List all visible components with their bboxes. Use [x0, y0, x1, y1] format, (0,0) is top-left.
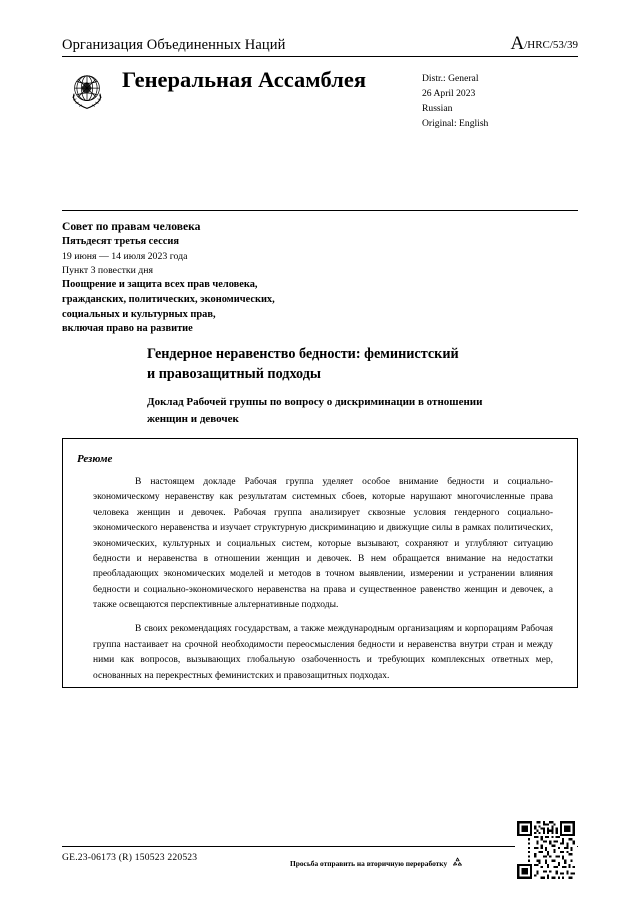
page-subtitle-line-1: Доклад Рабочей группы по вопросу о дискриминации в отношении: [147, 396, 483, 408]
masthead: [62, 33, 578, 129]
summary-paragraph: В своих рекомендациях государствам, а также международным организациям и корпорациям Рабочая группа настаивает на срочной необходимости переосмысления бедности и неравенства внутри стран и между ними как вопросов, вызывающих глобальную озабоченность и требующих комплексных ответных мер, основанных на перекрестных феминистских и правозащитных подходах.: [93, 624, 553, 681]
page-subtitle-line-2: женщин и девочек: [147, 412, 239, 425]
page-subtitle: [147, 394, 577, 427]
distr-language: Russian: [422, 102, 453, 114]
masthead-bottom-rule: [62, 210, 578, 211]
page-title-line-2: и правозащитный подходы: [147, 366, 321, 383]
summary-paragraph: В настоящем докладе Рабочая группа уделяет особое внимание бедности и социально-экономическому неравенству как результатам системных сбоев, которые нарушают многочисленные права человека женщин и девочек. Рабочая группа анализирует сквозные условия гендерного социально-экономического неравенства и изучает структурную дискриминацию и движущие силы в рамках политических, экономических, культурных и социальных систем, которые вызывают, сохраняют и углубляют ситуацию бедности и неравенства в отношении женщин и девочек. В нем обращается внимание на недостатки преобладающих экономических моделей и методов в точном выявлении, измерении и устранении влияния бедности и социально-экономического неравенства на права и существенное равенство женщин и девочек, а также освещаются перспективные альтернативные подходы.: [93, 477, 553, 610]
document-symbol-prefix: A: [510, 33, 525, 54]
agenda-title-line-4: включая право на развитие: [62, 323, 193, 335]
recycle-icon: [451, 856, 464, 871]
recycle-note: [290, 856, 464, 871]
agenda-title-line-3: социальных и культурных прав,: [62, 308, 216, 320]
summary-label: Резюме: [77, 453, 113, 465]
distribution-block: [422, 72, 488, 131]
council-name: Совет по правам человека: [62, 220, 201, 233]
session-block: [62, 218, 422, 337]
distr-date: 26 April 2023: [422, 87, 476, 99]
document-code: GE.23-06173 (R) 150523 220523: [62, 852, 198, 863]
session-dates: 19 июня — 14 июля 2023 года: [62, 251, 188, 263]
summary-text: [93, 475, 553, 693]
distr-line: Distr.: General: [422, 73, 479, 84]
agenda-title-line-1: Поощрение и защита всех прав человека,: [62, 278, 258, 290]
agenda-item: Пункт 3 повестки дня: [62, 265, 154, 277]
masthead-top-row: [62, 34, 578, 56]
session-number: Пятьдесят третья сессия: [62, 236, 179, 248]
page-title-line-1: Гендерное неравенство бедности: феминистский: [147, 346, 459, 362]
footer-rule: [62, 846, 578, 847]
document-symbol: [510, 34, 578, 54]
organization-name: Организация Объединенных Наций: [62, 37, 286, 54]
masthead-body-row: [62, 57, 578, 113]
qr-code-icon: [515, 819, 577, 881]
body-name: Генеральная Ассамблея: [122, 67, 367, 92]
summary-box: [62, 438, 578, 688]
document-symbol-suffix: /HRC/53/39: [524, 39, 578, 51]
agenda-title-line-2: гражданских, политических, экономических,: [62, 293, 275, 305]
page-title: [147, 344, 567, 384]
distr-original: Original: English: [422, 117, 489, 129]
recycle-note-label: Просьба отправить на вторичную переработку: [290, 859, 448, 868]
un-emblem-icon: [64, 67, 110, 113]
